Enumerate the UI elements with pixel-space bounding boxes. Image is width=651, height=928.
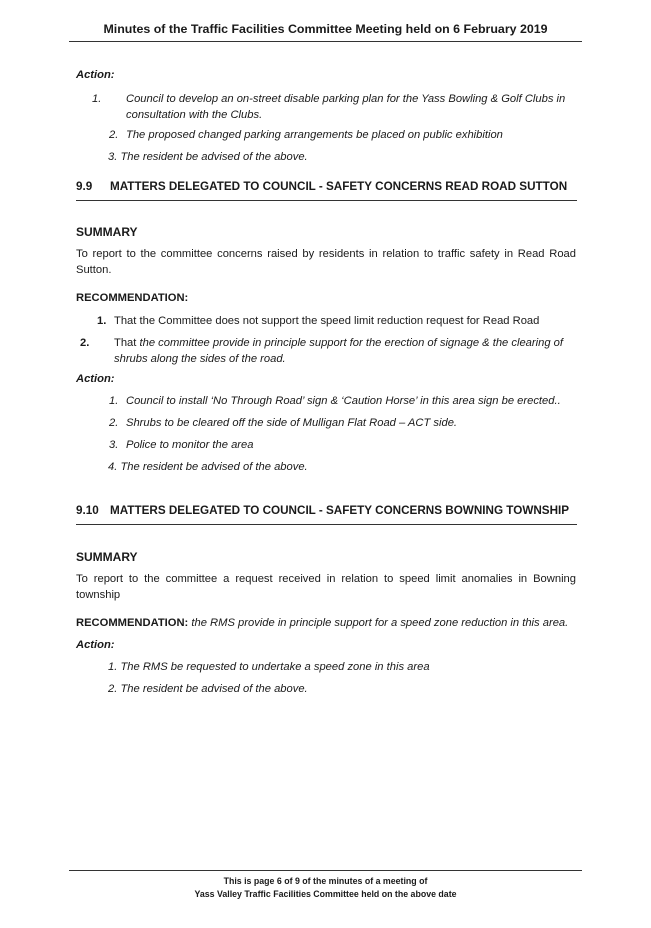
recommendation: RECOMMENDATION: the RMS provide in principle support for a speed zone reduction in this area.: [76, 617, 569, 629]
list-item: 1. Council to install ‘No Through Road’ sign & ‘Caution Horse’ in this area sign be erected..: [109, 395, 561, 407]
header-title: Minutes of the Traffic Facilities Committee Meeting held on 6 February 2019: [103, 22, 548, 36]
list-item: 2. Shrubs to be cleared off the side of Mulligan Flat Road – ACT side.: [109, 417, 458, 429]
action-label: Action:: [76, 639, 115, 651]
summary-heading: SUMMARY: [76, 225, 138, 239]
action-label: Action:: [76, 373, 115, 385]
recommendation-heading: RECOMMENDATION:: [76, 292, 189, 304]
section-heading-9-9: 9.9 MATTERS DELEGATED TO COUNCIL - SAFETY CONCERNS READ ROAD SUTTON: [76, 180, 577, 201]
section-heading-9-10: 9.10 MATTERS DELEGATED TO COUNCIL - SAFETY CONCERNS BOWNING TOWNSHIP: [76, 504, 577, 525]
list-item: 2. The resident be advised of the above.: [108, 683, 308, 695]
page-footer: [69, 870, 582, 901]
list-item: 2. That the committee provide in principle support for the erection of signage & the clearing of shrubs along the sides of the road.: [80, 337, 563, 365]
summary-heading: SUMMARY: [76, 550, 138, 564]
footer-line-2: Yass Valley Traffic Facilities Committee held on the above date: [194, 888, 457, 899]
footer-line-1: This is page 6 of 9 of the minutes of a meeting of: [223, 876, 428, 886]
list-item: 1. The RMS be requested to undertake a speed zone in this area: [108, 661, 430, 673]
list-item: 4. The resident be advised of the above.: [108, 461, 308, 473]
summary-text: To report to the committee concerns raised by residents in relation to traffic safety in Read Road Sutton.: [76, 248, 576, 276]
intro-action-label: Action:: [76, 69, 115, 81]
page-header: [69, 22, 582, 42]
summary-text: To report to the committee a request received in relation to speed limit anomalies in Bowning township: [76, 573, 576, 601]
list-item: 2. The proposed changed parking arrangements be placed on public exhibition: [109, 129, 503, 141]
list-item: 1. Council to develop an on-street disable parking plan for the Yass Bowling & Golf Clubs in consultation with the Clubs.: [92, 93, 566, 121]
list-item: 1. That the Committee does not support the speed limit reduction request for Read Road: [97, 315, 540, 327]
list-item: 3. The resident be advised of the above.: [108, 151, 308, 163]
list-item: 3. Police to monitor the area: [109, 439, 254, 451]
